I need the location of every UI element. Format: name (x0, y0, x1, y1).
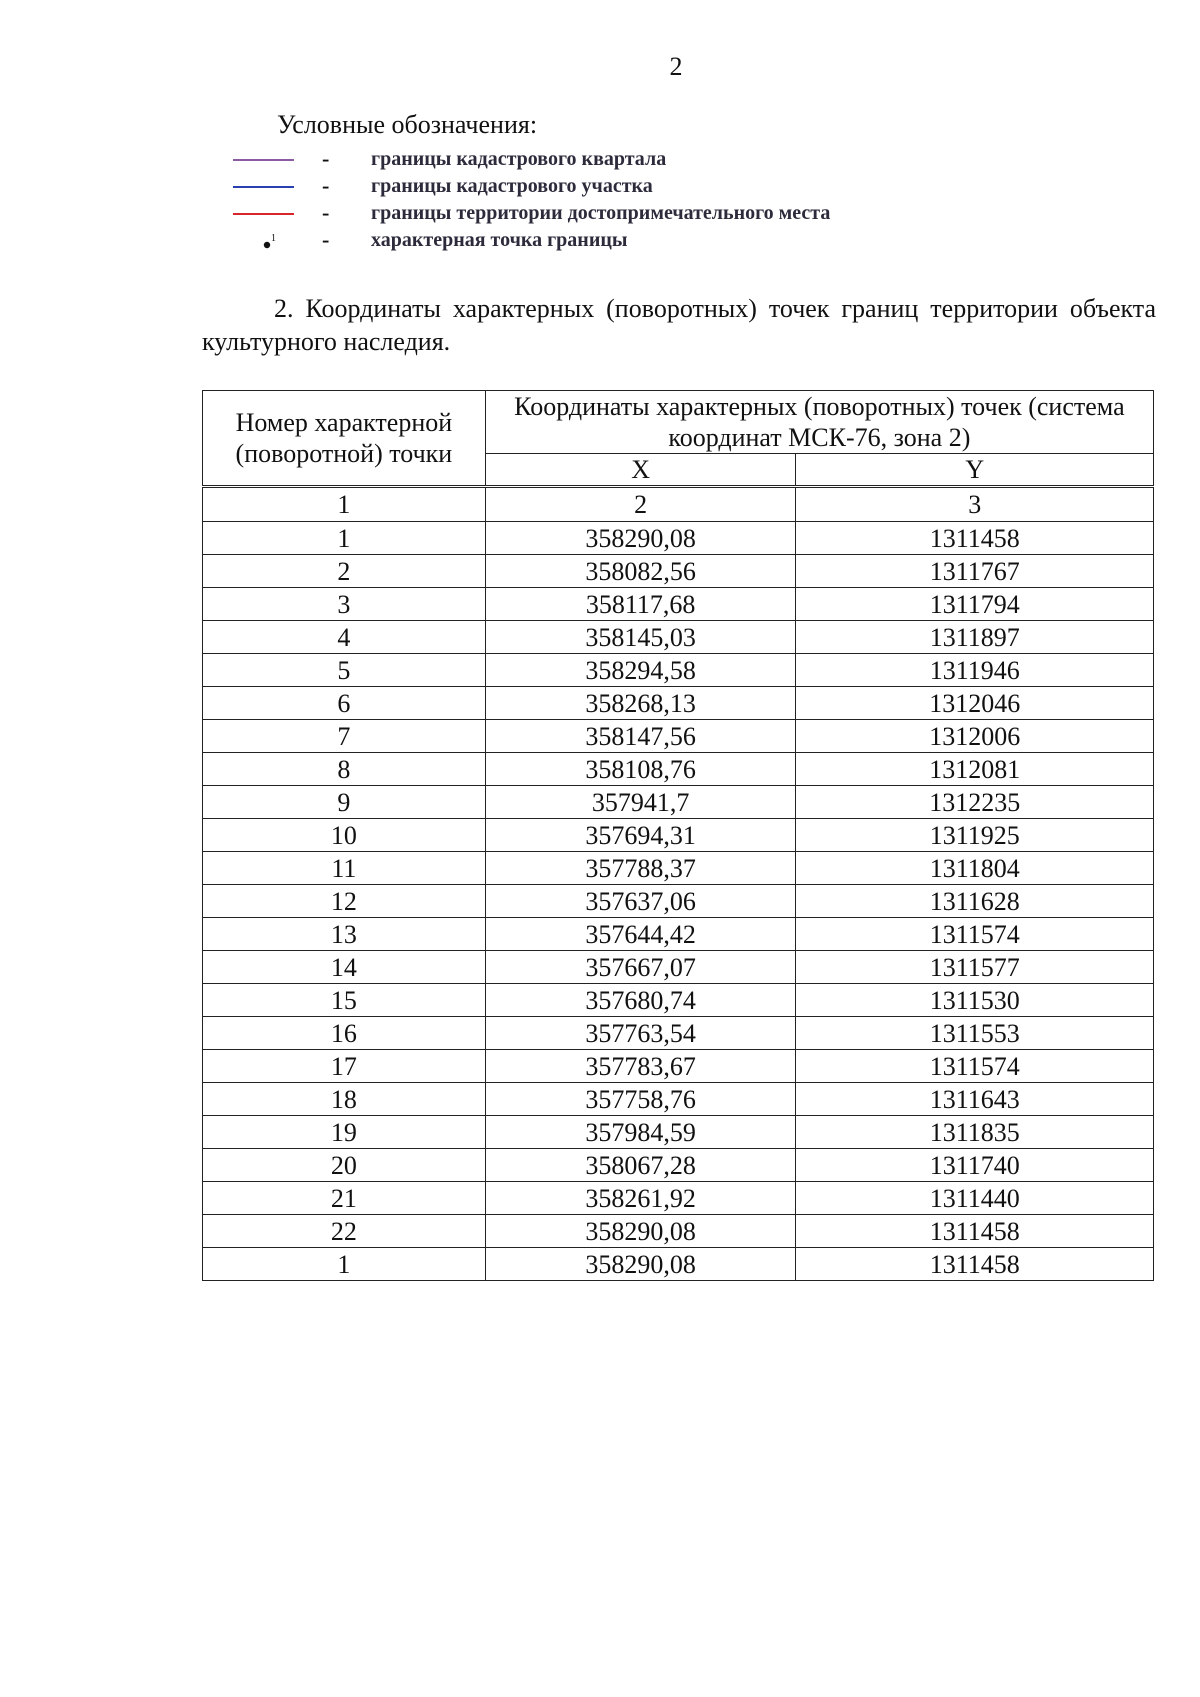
y-coordinate-cell: 1311794 (796, 588, 1154, 621)
table-row (203, 687, 1154, 720)
point-number-cell: 11 (203, 852, 486, 885)
y-coordinate-cell: 1311530 (796, 984, 1154, 1017)
y-coordinate-cell: 1311643 (796, 1083, 1154, 1116)
point-number-cell: 1 (203, 522, 486, 555)
table-row (203, 1149, 1154, 1182)
point-number-cell: 12 (203, 885, 486, 918)
table-row (203, 1116, 1154, 1149)
y-coordinate-cell: 1311553 (796, 1017, 1154, 1050)
coordinate-rows (203, 522, 1154, 1281)
x-coordinate-cell: 357984,59 (485, 1116, 796, 1149)
column-number: 3 (796, 487, 1154, 522)
purple-line-swatch (233, 159, 294, 161)
y-coordinate-cell: 1311946 (796, 654, 1154, 687)
table-row (203, 720, 1154, 753)
x-coordinate-cell: 358261,92 (485, 1182, 796, 1215)
red-line-swatch (233, 213, 294, 215)
column-number: 1 (203, 487, 486, 522)
table-row (203, 1083, 1154, 1116)
x-coordinate-cell: 358147,56 (485, 720, 796, 753)
point-number-cell: 10 (203, 819, 486, 852)
x-coordinate-cell: 357694,31 (485, 819, 796, 852)
x-coordinate-cell: 358145,03 (485, 621, 796, 654)
x-coordinate-cell: 357788,37 (485, 852, 796, 885)
y-coordinate-cell: 1311574 (796, 918, 1154, 951)
x-coordinate-cell: 357667,07 (485, 951, 796, 984)
y-coordinate-cell: 1312081 (796, 753, 1154, 786)
legend-item-cadastral-plot (230, 173, 930, 200)
x-coordinate-cell: 358290,08 (485, 1215, 796, 1248)
point-number-cell: 18 (203, 1083, 486, 1116)
legend-label: границы кадастрового квартала (371, 148, 667, 170)
blue-line-swatch (233, 186, 294, 188)
point-number-cell: 9 (203, 786, 486, 819)
x-coordinate-cell: 358108,76 (485, 753, 796, 786)
section-text: 2. Координаты характерных (поворотных) точек границ территории объекта культурного наследия. (202, 294, 1156, 356)
column-number-row (203, 487, 1154, 522)
table-row (203, 819, 1154, 852)
section-heading-text (202, 292, 1156, 358)
point-number-cell: 6 (203, 687, 486, 720)
x-coordinate-cell: 357637,06 (485, 885, 796, 918)
point-number-cell: 22 (203, 1215, 486, 1248)
legend (230, 146, 930, 254)
y-coordinate-cell: 1311925 (796, 819, 1154, 852)
table-row (203, 588, 1154, 621)
x-coordinate-cell: 357680,74 (485, 984, 796, 1017)
point-number-cell: 7 (203, 720, 486, 753)
point-number-cell: 5 (203, 654, 486, 687)
y-coordinate-cell: 1311897 (796, 621, 1154, 654)
table-row (203, 753, 1154, 786)
table-row (203, 786, 1154, 819)
y-coordinate-cell: 1311804 (796, 852, 1154, 885)
y-coordinate-cell: 1311458 (796, 1215, 1154, 1248)
x-coordinate-cell: 357763,54 (485, 1017, 796, 1050)
x-coordinate-cell: 358290,08 (485, 1248, 796, 1281)
y-coordinate-cell: 1312046 (796, 687, 1154, 720)
y-coordinate-cell: 1311628 (796, 885, 1154, 918)
legend-label: границы территории достопримечательного места (371, 202, 831, 224)
legend-item-landmark-territory (230, 200, 930, 227)
x-coordinate-cell: 358294,58 (485, 654, 796, 687)
table-row (203, 885, 1154, 918)
x-header: X (485, 454, 796, 487)
legend-title: Условные обозначения: (277, 110, 538, 139)
y-coordinate-cell: 1311767 (796, 555, 1154, 588)
legend-dash: - (322, 146, 330, 171)
point-number-cell: 19 (203, 1116, 486, 1149)
table-row (203, 1050, 1154, 1083)
point-number-cell: 3 (203, 588, 486, 621)
legend-label: характерная точка границы (371, 229, 628, 251)
page-number: 2 (669, 52, 683, 81)
table-row (203, 555, 1154, 588)
y-coordinate-cell: 1311577 (796, 951, 1154, 984)
table-row (203, 951, 1154, 984)
x-coordinate-cell: 358082,56 (485, 555, 796, 588)
legend-dash: - (322, 200, 330, 225)
point-number-cell: 14 (203, 951, 486, 984)
table-row (203, 621, 1154, 654)
column-number: 2 (485, 487, 796, 522)
point-number-cell: 15 (203, 984, 486, 1017)
coordinates-table (202, 390, 1154, 1281)
y-coordinate-cell: 1312235 (796, 786, 1154, 819)
x-coordinate-cell: 358290,08 (485, 522, 796, 555)
legend-dash: - (322, 173, 330, 198)
legend-item-boundary-point (230, 227, 930, 254)
legend-label: границы кадастрового участка (371, 175, 653, 197)
boundary-point-icon (263, 233, 279, 256)
y-coordinate-cell: 1311574 (796, 1050, 1154, 1083)
x-coordinate-cell: 357783,67 (485, 1050, 796, 1083)
table-row (203, 522, 1154, 555)
y-coordinate-cell: 1311835 (796, 1116, 1154, 1149)
table-row (203, 984, 1154, 1017)
x-coordinate-cell: 357941,7 (485, 786, 796, 819)
y-coordinate-cell: 1311740 (796, 1149, 1154, 1182)
x-coordinate-cell: 358067,28 (485, 1149, 796, 1182)
x-coordinate-cell: 357758,76 (485, 1083, 796, 1116)
y-coordinate-cell: 1311458 (796, 522, 1154, 555)
y-coordinate-cell: 1311440 (796, 1182, 1154, 1215)
point-number-cell: 16 (203, 1017, 486, 1050)
y-coordinate-cell: 1311458 (796, 1248, 1154, 1281)
point-number-cell: 20 (203, 1149, 486, 1182)
coordinates-header: Координаты характерных (поворотных) точек (система координат МСК-76, зона 2) (485, 391, 1153, 454)
table-row (203, 1017, 1154, 1050)
boundary-point-label: 1 (271, 233, 276, 244)
table-row (203, 654, 1154, 687)
y-coordinate-cell: 1312006 (796, 720, 1154, 753)
point-number-cell: 1 (203, 1248, 486, 1281)
legend-item-cadastral-quarter (230, 146, 930, 173)
point-number-cell: 13 (203, 918, 486, 951)
table-row (203, 852, 1154, 885)
y-header: Y (796, 454, 1154, 487)
table-row (203, 1248, 1154, 1281)
point-number-cell: 17 (203, 1050, 486, 1083)
table-row (203, 1215, 1154, 1248)
point-number-cell: 21 (203, 1182, 486, 1215)
x-coordinate-cell: 358117,68 (485, 588, 796, 621)
point-number-cell: 4 (203, 621, 486, 654)
point-number-header: Номер характерной (поворотной) точки (203, 391, 486, 487)
table-row (203, 1182, 1154, 1215)
x-coordinate-cell: 357644,42 (485, 918, 796, 951)
table-row (203, 918, 1154, 951)
x-coordinate-cell: 358268,13 (485, 687, 796, 720)
legend-dash: - (322, 227, 330, 252)
point-number-cell: 2 (203, 555, 486, 588)
point-number-cell: 8 (203, 753, 486, 786)
